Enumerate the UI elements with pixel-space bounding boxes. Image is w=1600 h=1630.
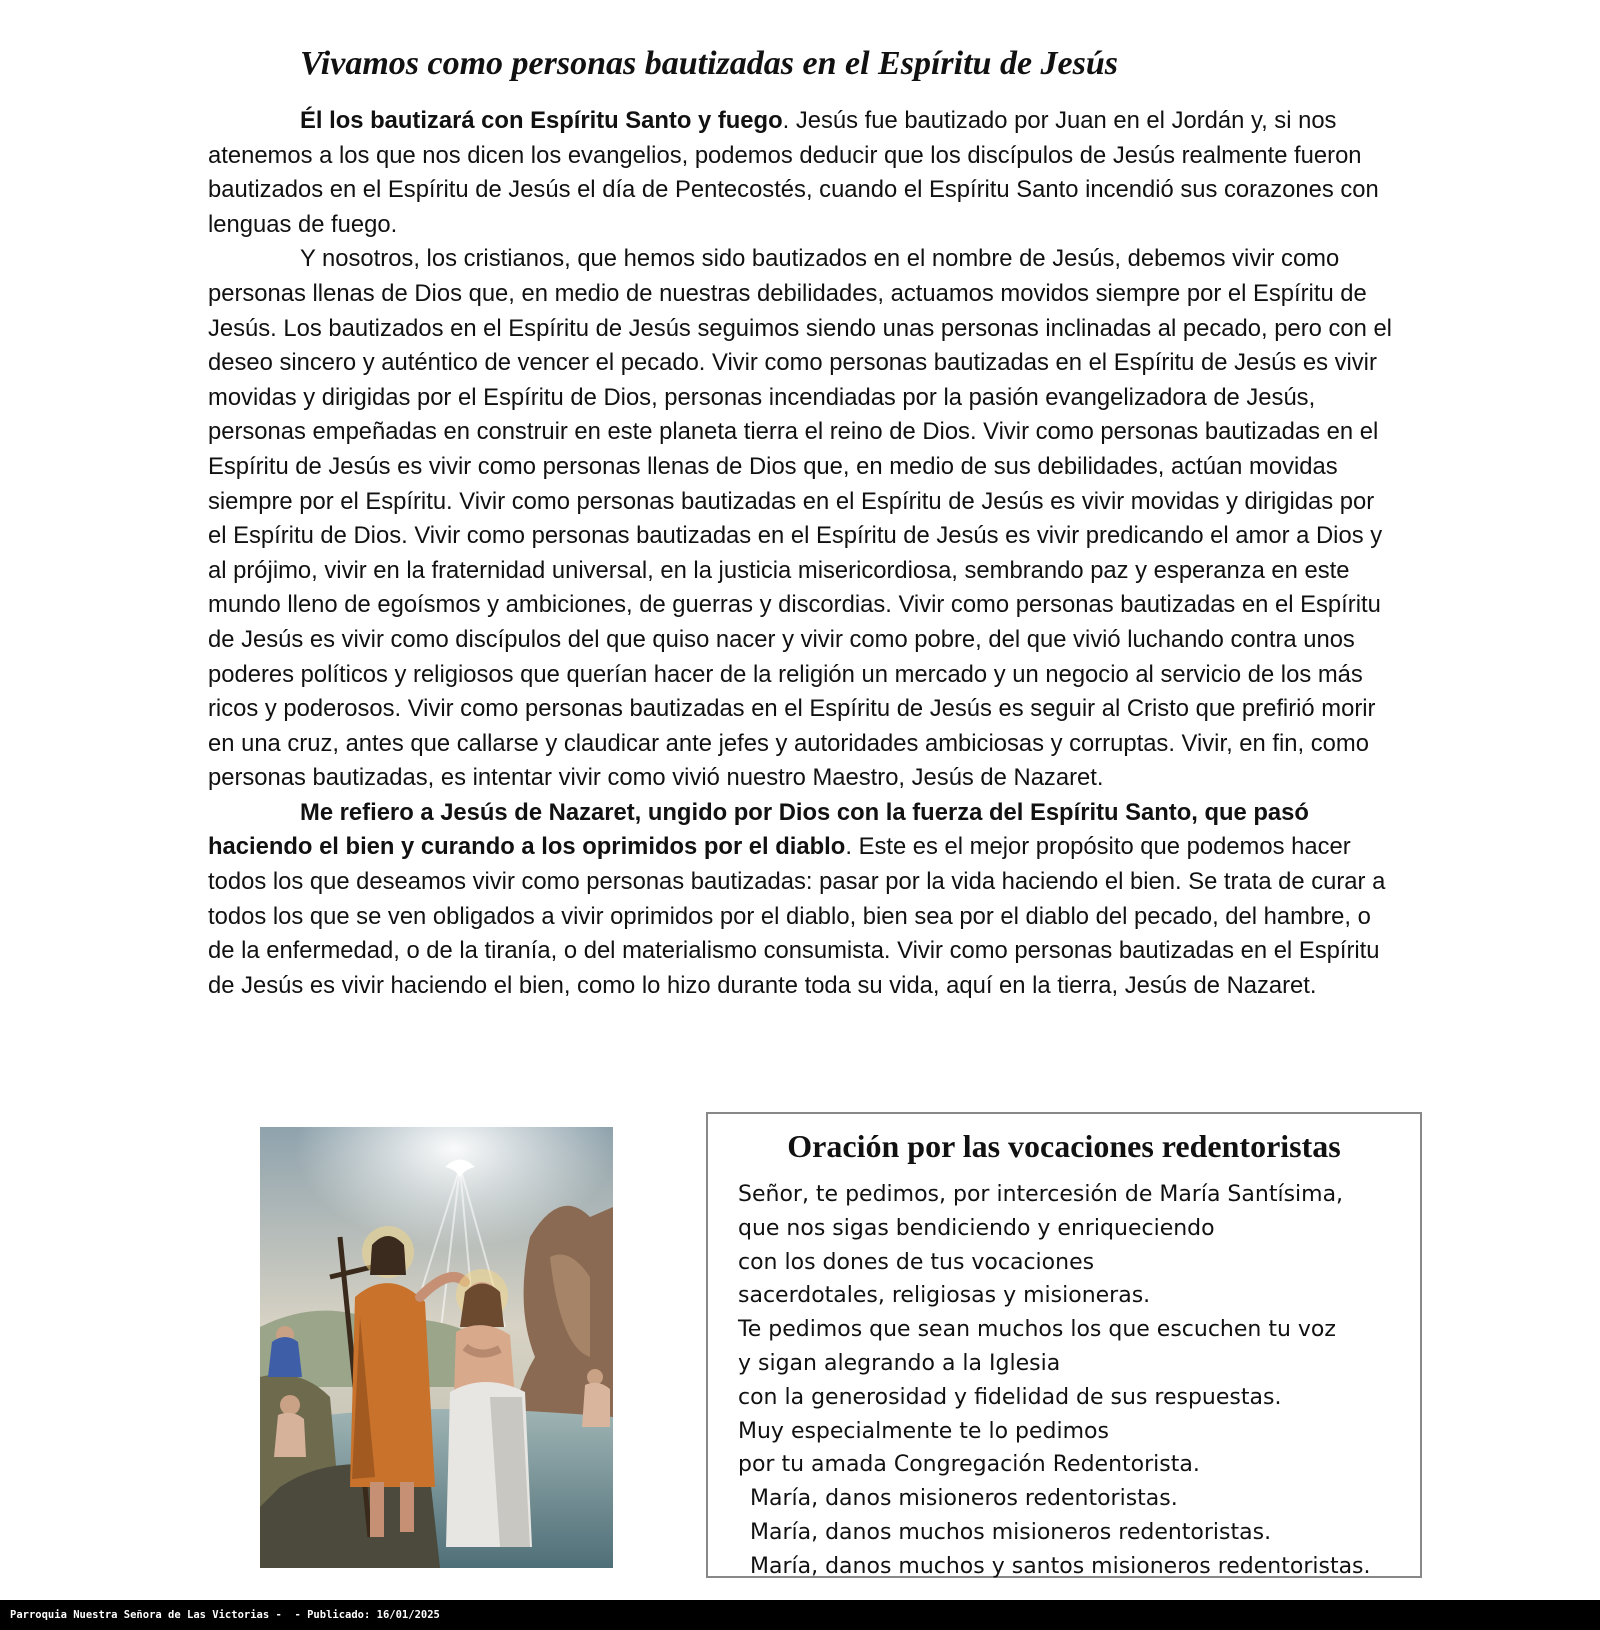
prayer-line: Señor, te pedimos, por intercesión de María Santísima, bbox=[738, 1182, 1344, 1207]
paragraph-3 bbox=[208, 796, 1394, 1004]
prayer-line: Te pedimos que sean muchos los que escuchen tu voz bbox=[738, 1317, 1336, 1343]
prayer-response: María, danos muchos y santos misioneros redentoristas. bbox=[750, 1553, 1371, 1579]
prayer-line: con los dones de tus vocaciones bbox=[738, 1249, 1095, 1275]
prayer-line: que nos sigas bendiciendo y enriqueciendo bbox=[738, 1215, 1215, 1241]
prayer-line: con la generosidad y fidelidad de sus respuestas. bbox=[738, 1384, 1282, 1410]
prayer-box bbox=[706, 1112, 1422, 1578]
footer-bar: Parroquia Nuestra Señora de Las Victorias - - Publicado: 16/01/2025 bbox=[0, 1600, 1600, 1630]
article-body bbox=[208, 104, 1394, 1003]
article-title: Vivamos como personas bautizadas en el Espíritu de Jesús bbox=[300, 45, 1118, 82]
paragraph-1-bold: Él los bautizará con Espíritu Santo y fuego bbox=[300, 107, 783, 134]
paragraph-3-text: . Este es el mejor propósito que podemos hacer todos los que deseamos vivir como personas bautizadas: pasar por la vida haciendo el bien. Se trata de curar a todos los que se ven obligados a vivir oprimidos por el diablo, bien sea por el diablo del pecado, del hambre, o de la enfermedad, o de la tiranía, o del materialismo consumista. Vivir como personas bautizadas en el Espíritu de Jesús es vivir haciendo el bien, como lo hizo durante toda su vida, aquí en la tierra, Jesús de Nazaret. bbox=[208, 833, 1386, 999]
paragraph-2 bbox=[208, 242, 1394, 796]
prayer-title: Oración por las vocaciones redentoristas bbox=[787, 1128, 1341, 1164]
prayer-line: por tu amada Congregación Redentorista. bbox=[738, 1452, 1200, 1478]
paragraph-1-text: . Jesús fue bautizado por Juan en el Jordán y, si nos atenemos a los que nos dicen los evangelios, podemos deducir que los discípulos de Jesús realmente fueron bautizados en el Espíritu de Jesús el día de Pentecostés, cuando el Espíritu Santo incendió sus corazones con lenguas de fuego. bbox=[208, 107, 1379, 238]
prayer-line: y sigan alegrando a la Iglesia bbox=[738, 1350, 1061, 1376]
prayer-response: María, danos muchos misioneros redentoristas. bbox=[750, 1519, 1272, 1545]
baptism-of-jesus-illustration bbox=[260, 1127, 613, 1568]
paragraph-1 bbox=[208, 104, 1394, 242]
paragraph-2-text: Y nosotros, los cristianos, que hemos sido bautizados en el nombre de Jesús, debemos vivir como personas llenas de Dios que, en medio de nuestras debilidades, actuamos movidos siempre por el Espíritu de Jesús. Los bautizados en el Espíritu de Jesús seguimos siendo unas personas inclinadas al pecado, pero con el deseo sincero y auténtico de vencer el pecado. Vivir como personas bautizadas en el Espíritu de Jesús es vivir movidas y dirigidas por el Espíritu de Dios, personas incendiadas por la pasión evangelizadora de Jesús, personas empeñadas en construir en este planeta tierra el reino de Dios. Vivir como personas bautizadas en el Espíritu de Jesús es vivir como personas llenas de Dios que, en medio de sus debilidades, actúan movidas siempre por el Espíritu. Vivir como personas bautizadas en el Espíritu de Jesús es vivir movidas y dirigidas por el Espíritu de Dios. Vivir como personas bautizadas en el Espíritu de Jesús es vivir predicando el amor a Dios y al prójimo, vivir en la fraternidad universal, en la justicia misericordiosa, sembrando paz y esperanza en este mundo lleno de egoísmos y ambiciones, de guerras y discordias. Vivir como personas bautizadas en el Espíritu de Jesús es vivir como discípulos del que quiso nacer y vivir como pobre, del que vivió luchando contra unos poderes políticos y religiosos que querían hacer de la religión un mercado y un negocio al servicio de los más ricos y poderosos. Vivir como personas bautizadas en el Espíritu de Jesús es seguir al Cristo que prefirió morir en una cruz, antes que callarse y claudicar ante jefes y autoridades ambiciosas y corruptas. Vivir, en fin, como personas bautizadas, es intentar vivir como vivió nuestro Maestro, Jesús de Nazaret. bbox=[208, 245, 1392, 792]
prayer-line: Muy especialmente te lo pedimos bbox=[738, 1418, 1109, 1444]
prayer-lines bbox=[738, 1178, 1418, 1584]
prayer-line: sacerdotales, religiosas y misioneras. bbox=[738, 1283, 1151, 1309]
prayer-response: María, danos misioneros redentoristas. bbox=[750, 1486, 1178, 1512]
paragraph-3-bold: Me refiero a Jesús de Nazaret, ungido por Dios con la fuerza del Espíritu Santo, que pasó haciendo el bien y curando a los oprimidos por el diablo bbox=[208, 798, 1309, 861]
